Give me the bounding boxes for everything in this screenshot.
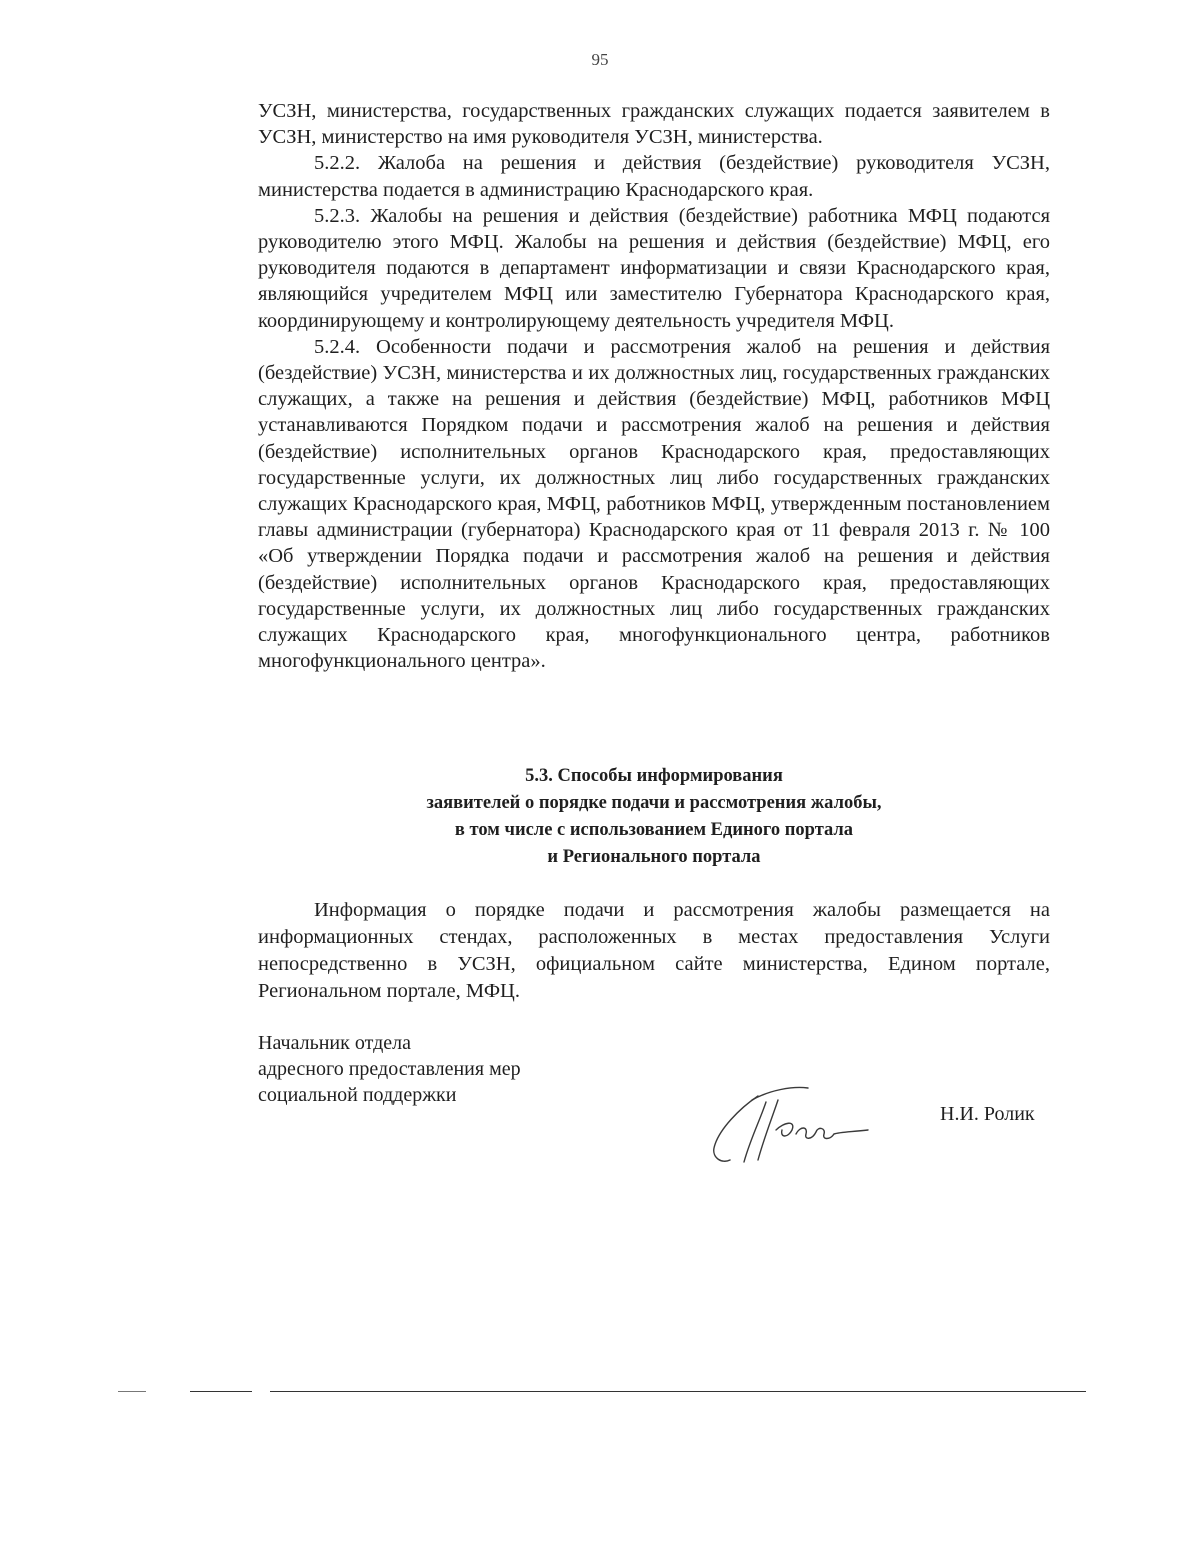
signatory-position	[258, 1030, 618, 1108]
info-paragraph: Информация о порядке подачи и рассмотрения жалобы размещается на информационных стендах, расположенных в местах предоставления Услуги непосредственно в УСЗН, официальном сайте министерства, Едином портале, Региональном портале, МФЦ.	[258, 899, 1050, 1002]
footer-rule-segment	[118, 1391, 146, 1392]
paragraph-5-2-2: 5.2.2. Жалоба на решения и действия (бездействие) руководителя УСЗН, министерства подается в администрацию Краснодарского края.	[258, 152, 1050, 201]
heading-line: 5.3. Способы информирования	[525, 766, 783, 786]
heading-line: заявителей о порядке подачи и рассмотрения жалобы,	[426, 793, 882, 813]
position-line: социальной поддержки	[258, 1084, 457, 1106]
info-text	[258, 897, 1050, 1005]
page-number: 95	[591, 50, 609, 69]
heading-line: и Регионального портала	[547, 847, 761, 867]
position-line: адресного предоставления мер	[258, 1058, 521, 1080]
paragraph-5-2-3: 5.2.3. Жалобы на решения и действия (бездействие) работника МФЦ подаются руководителю этого МФЦ. Жалобы на решения и действия (бездействие) МФЦ, его руководителя подаются в департамент информатизации и связи Краснодарского края, являющийся учредителем МФЦ или заместителю Губернатора Краснодарского края, координирующему и контролирующему деятельность учредителя МФЦ.	[258, 204, 1050, 332]
position-line: Начальник отдела	[258, 1032, 411, 1054]
heading-line: в том числе с использованием Единого портала	[454, 820, 854, 840]
signer-name: Н.И. Ролик	[940, 1103, 1035, 1125]
footer-rule-segment	[190, 1391, 252, 1392]
paragraph-continuation: УСЗН, министерства, государственных гражданских служащих подается заявителем в УСЗН, министерство на имя руководителя УСЗН, министерства.	[258, 100, 1050, 149]
handwritten-signature	[700, 1078, 885, 1170]
paragraph-5-2-4: 5.2.4. Особенности подачи и рассмотрения жалоб на решения и действия (бездействие) УСЗН, министерства и их должностных лиц, государственных гражданских служащих, а также на решения и действия (бездействие) МФЦ, работников МФЦ устанавливаются Порядком подачи и рассмотрения жалоб на решения и действия (бездействие) исполнительных органов Краснодарского края, предоставляющих государственные услуги, их должностных лиц либо государственных гражданских служащих Краснодарского края, МФЦ, работников МФЦ, утвержденным постановлением главы администрации (губернатора) Краснодарского края от 11 февраля 2013 г. № 100 «Об утверждении Порядка подачи и рассмотрения жалоб на решения и действия (бездействие) исполнительных органов Краснодарского края, предоставляющих государственные услуги, их должностных лиц либо государственных гражданских служащих Краснодарского края, многофункционального центра, работников многофункционального центра».	[258, 335, 1050, 673]
section-heading-5-3	[258, 763, 1050, 871]
footer-rule	[270, 1391, 1086, 1392]
body-text	[258, 98, 1050, 674]
